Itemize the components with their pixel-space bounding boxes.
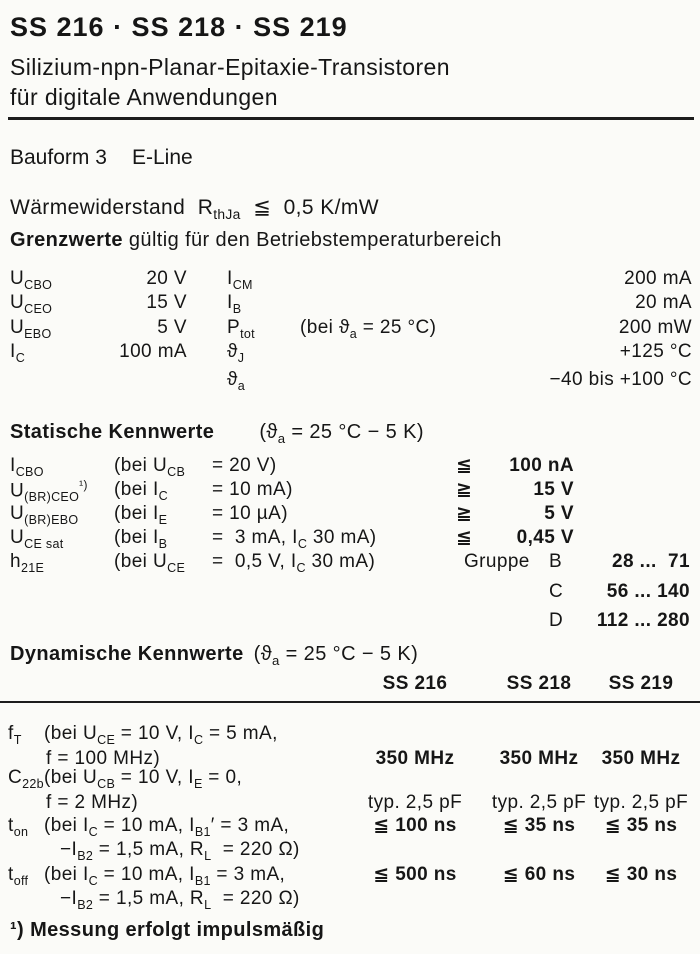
param-symbol: $C_{22b}$ [8, 767, 44, 791]
bauform-value: E-Line [132, 146, 193, 169]
param-condition: (bei $I_E$ [114, 503, 168, 527]
gruppe-letter: C [549, 581, 564, 602]
param-value: 5 V [544, 503, 574, 524]
param-condition: = 0,5 V, $I_C$ 30 mA) [212, 551, 376, 575]
param-condition: $-I_{B2} = 1,5$ mA, $R_L = 220$ Ω) [60, 888, 300, 912]
param-condition: (bei $I_C$ [114, 479, 168, 503]
param-symbol: $U_{CE sat}$ [10, 527, 64, 551]
param-value: ≦ 30 ns [604, 864, 678, 885]
statische-heading-bold: Statische Kennwerte [10, 421, 215, 443]
page-title: SS 216 · SS 218 · SS 219 [10, 12, 348, 42]
param-value: 20 V [146, 268, 187, 289]
param-value: 0,45 V [516, 527, 574, 548]
section-heading-statische [10, 421, 424, 447]
gruppe-letter: B [549, 551, 563, 572]
param-value: ≦ 100 ns [373, 815, 457, 836]
relation-symbol: ≦ [456, 455, 473, 476]
param-value: typ. 2,5 pF [593, 792, 689, 813]
param-value: 15 V [146, 292, 187, 313]
param-symbol: $U_{CBO}$ [10, 268, 53, 292]
param-condition: (bei $ϑ_a = 25$ °C) [300, 317, 437, 341]
param-condition: f = 2 MHz) [46, 792, 139, 813]
param-symbol: $I_B$ [227, 292, 242, 316]
param-symbol: $I_{CM}$ [227, 268, 253, 292]
column-header-ss216: SS 216 [382, 673, 448, 694]
param-condition: = 20 V) [212, 455, 277, 476]
thermal-resistance-line: Wärmewiderstand $R_{thJa}$ ≦ 0,5 K/mW [10, 196, 379, 223]
dynamische-heading-bold: Dynamische Kennwerte [10, 643, 244, 665]
relation-symbol: ≧ [456, 503, 473, 524]
param-symbol: $U_{CEO}$ [10, 292, 53, 316]
page-subtitle-line1: Silizium-npn-Planar-Epitaxie-Transistoren [10, 54, 450, 80]
param-symbol: $P_{tot}$ [227, 317, 255, 341]
param-value: 100 nA [509, 455, 574, 476]
param-symbol: $h_{21E}$ [10, 551, 45, 575]
gruppe-range: 56 ... 140 [606, 581, 690, 602]
param-condition: (bei $I_C = 10$ mA, $I_{B1} = 3$ mA, [44, 864, 286, 888]
footnote: ¹) Messung erfolgt impulsmäßig [10, 919, 325, 941]
param-symbol: $ϑ_a$ [227, 369, 246, 393]
param-value: +125 °C [619, 341, 692, 362]
param-value: 350 MHz [499, 748, 579, 769]
relation-symbol: ≧ [456, 479, 473, 500]
grenzwerte-heading-rest: gültig für den Betriebstemperaturbereich [122, 229, 502, 251]
param-condition: $-I_{B2} = 1,5$ mA, $R_L = 220$ Ω) [60, 839, 300, 863]
param-value: 200 mW [618, 317, 692, 338]
param-symbol: $U_{(BR)CEO}^{^1)}$ [10, 479, 88, 505]
param-value: 15 V [533, 479, 574, 500]
dynamische-heading-condition: ($ϑ_a = 25$ °C − 5 K) [253, 643, 419, 668]
relation-symbol: ≦ [456, 527, 473, 548]
column-header-ss219: SS 219 [608, 673, 674, 694]
gruppe-range: 112 ... 280 [596, 610, 690, 631]
section-heading-dynamische [10, 643, 418, 669]
param-condition: (bei $I_B$ [114, 527, 168, 551]
gruppe-letter: D [549, 610, 564, 631]
param-value: 100 mA [119, 341, 187, 362]
param-condition: (bei $U_{CB}$ [114, 455, 186, 479]
grenzwerte-heading-bold: Grenzwerte [10, 229, 123, 251]
param-value: 5 V [157, 317, 187, 338]
section-heading-grenzwerte [10, 229, 502, 251]
header-divider [8, 117, 694, 120]
param-symbol: $f_T$ [8, 723, 22, 747]
param-condition: (bei $U_{CE} = 10$ V, $I_C = 5$ mA, [44, 723, 278, 747]
param-value: ≦ 35 ns [604, 815, 678, 836]
param-condition: = 10 µA) [212, 503, 288, 524]
param-symbol: $U_{EBO}$ [10, 317, 52, 341]
param-value: 20 mA [635, 292, 692, 313]
param-value: typ. 2,5 pF [491, 792, 587, 813]
param-condition: = 10 mA) [212, 479, 293, 500]
param-symbol: $I_C$ [10, 341, 26, 365]
param-symbol: $t_{off}$ [8, 864, 29, 888]
param-condition: (bei $U_{CE}$ [114, 551, 186, 575]
param-value: 350 MHz [375, 748, 455, 769]
param-value: 350 MHz [601, 748, 681, 769]
param-symbol: $t_{on}$ [8, 815, 29, 839]
param-symbol: $ϑ_J$ [227, 341, 245, 365]
statische-heading-condition: ($ϑ_a = 25$ °C − 5 K) [259, 421, 424, 446]
param-value: −40 bis +100 °C [549, 369, 692, 390]
bauform-label: Bauform 3 [10, 146, 107, 169]
column-header-ss218: SS 218 [506, 673, 572, 694]
param-symbol: $U_{(BR)EBO}$ [10, 503, 79, 527]
param-value: typ. 2,5 pF [367, 792, 463, 813]
param-value: ≦ 35 ns [502, 815, 576, 836]
param-value: 200 mA [624, 268, 692, 289]
param-value: ≦ 500 ns [373, 864, 457, 885]
param-condition: (bei $U_{CB} = 10$ V, $I_E = 0$, [44, 767, 243, 791]
param-symbol: $I_{CBO}$ [10, 455, 44, 479]
gruppe-label: Gruppe [464, 551, 530, 572]
gruppe-range: 28 ... 71 [612, 551, 690, 572]
param-condition: = 3 mA, $I_C$ 30 mA) [212, 527, 377, 551]
dynamische-divider [0, 701, 700, 703]
param-condition: (bei $I_C = 10$ mA, $I_{B1}' = 3$ mA, [44, 815, 290, 839]
page-subtitle-line2: für digitale Anwendungen [10, 84, 278, 110]
param-condition: f = 100 MHz) [46, 748, 161, 769]
param-value: ≦ 60 ns [502, 864, 576, 885]
